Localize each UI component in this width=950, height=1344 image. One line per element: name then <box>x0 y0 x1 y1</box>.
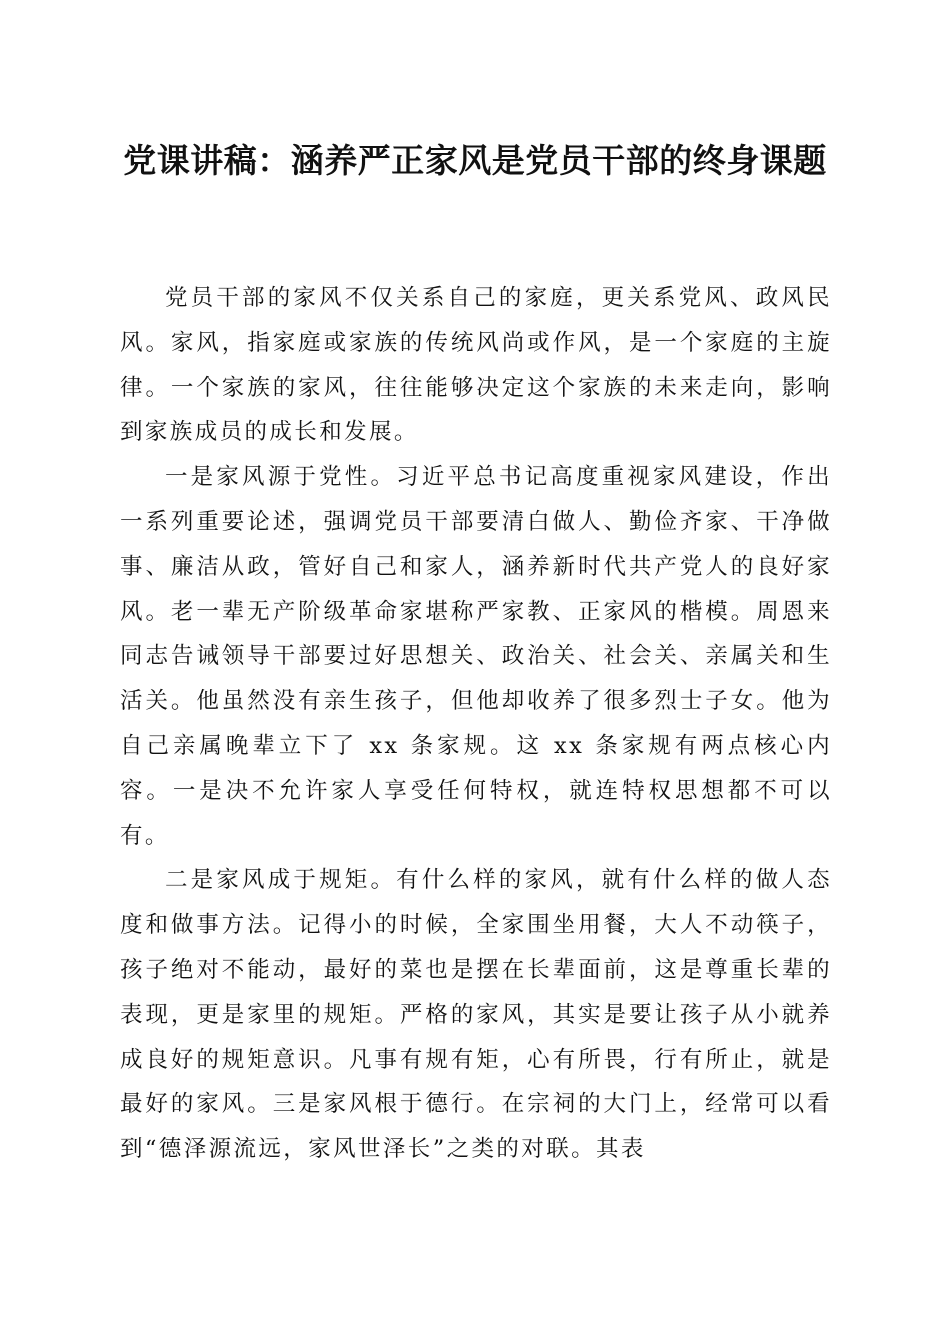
paragraph-text: 习近平总书记高度重视家风建设，作出一系列重要论述，强调党员干部要清白做人、勤俭齐家、干净做事、廉洁从政，管好自己和家人，涵养新时代共产党人的良好家风。老一辈无产阶级革命家堪称严家教、正家风的楷模。周恩来同志告诫领导干部要过好思想关、政治关、社会关、亲属关和生活关。他虽然没有亲生孩子，但他却收养了很多烈士子女。他为自己亲属晚辈立下了 xx 条家规。这 xx 条家规有两点核心内容。一是决不允许家人享受任何特权，就连特权思想都不可以有。 <box>120 464 832 849</box>
document-body <box>120 276 832 1172</box>
paragraph-lead: 一是家风源于党性。 <box>165 464 397 491</box>
document-title: 党课讲稿：涵养严正家风是党员干部的终身课题 <box>123 141 827 180</box>
paragraph-text: 党员干部的家风不仅关系自己的家庭，更关系党风、政风民风。家风，指家庭或家族的传统风尚或作风，是一个家庭的主旋律。一个家族的家风，往往能够决定这个家族的未来走向，影响到家族成员的成长和发展。 <box>120 285 832 446</box>
paragraph-point-one <box>120 455 832 858</box>
paragraph-text: 有什么样的家风，就有什么样的做人态度和做事方法。记得小的时候，全家围坐用餐，大人不动筷子，孩子绝对不能动，最好的菜也是摆在长辈面前，这是尊重长辈的表现，更是家里的规矩。严格的家风，其实是要让孩子从小就养成良好的规矩意识。凡事有规有矩，心有所畏，行有所止，就是最好的家风。三是家风根于德行。在宗祠的大门上，经常可以看到“德泽源流远，家风世泽长”之类的对联。其表 <box>120 867 832 1163</box>
paragraph-lead: 二是家风成于规矩。 <box>165 867 397 894</box>
paragraph-point-two <box>120 858 832 1172</box>
paragraph-intro <box>120 276 832 455</box>
